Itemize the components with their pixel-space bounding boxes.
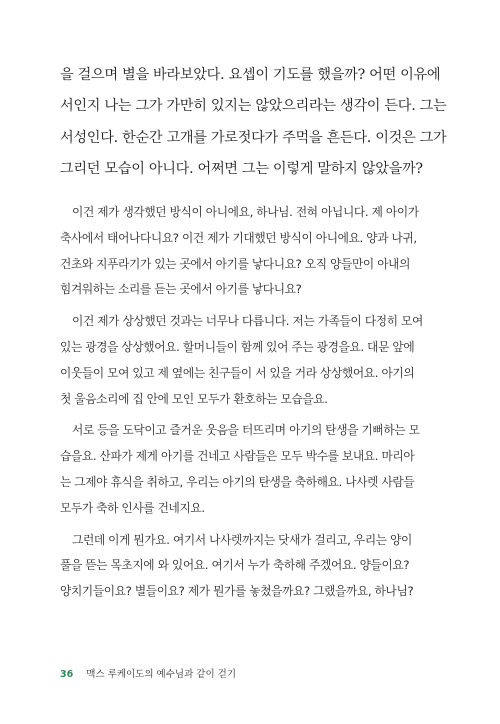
paragraph-line: 풀을 뜯는 목초지에 와 있어요. 여기서 누가 축하해 주겠어요. 양들이요? (60, 558, 410, 573)
paragraph-line: 축사에서 태어나다니요? 이건 제가 기대했던 방식이 아니에요. 양과 나귀, (60, 230, 417, 245)
page-number: 36 (60, 669, 74, 680)
quoted-prayer (60, 200, 440, 611)
paragraph-line: 는 그제야 휴식을 취하고, 우리는 아기의 탄생을 축하해요. 나사렛 사람들 (60, 474, 415, 489)
intro-passage (60, 60, 447, 185)
paragraph (60, 418, 440, 521)
paragraph-line: 양치기들이요? 별들이요? 제가 뭔가를 놓쳤을까요? 그랬을까요, 하나님? (60, 584, 414, 599)
paragraph-line: 힘겨워하는 소리를 듣는 곳에서 아기를 낳다니요? (60, 282, 302, 297)
paragraph-line: 첫 울음소리에 집 안에 모인 모두가 환호하는 모습을요. (60, 391, 328, 406)
page-footer (60, 666, 236, 680)
intro-line: 서성인다. 한순간 고개를 가로젓다가 주먹을 흔든다. 이것은 그가 (60, 129, 447, 146)
paragraph-line: 서로 등을 도닥이고 즐거운 웃음을 터뜨리며 아기의 탄생을 기뻐하는 모 (72, 423, 420, 438)
paragraph-line: 이웃들이 모여 있고 제 옆에는 친구들이 서 있을 거라 상상했어요. 아기의 (60, 365, 415, 380)
paragraph (60, 200, 440, 303)
paragraph-line: 이건 제가 상상했던 것과는 너무나 다릅니다. 저는 가족들이 다정히 모여 (72, 314, 423, 329)
running-title: 맥스 루케이도의 예수님과 같이 걷기 (86, 669, 237, 680)
intro-line: 을 걸으며 별을 바라보았다. 요셉이 기도를 했을까? 어떤 이유에 (60, 67, 441, 83)
paragraph-line: 있는 광경을 상상했어요. 할머니들이 함께 있어 주는 광경을요. 대문 앞에 (60, 339, 415, 354)
intro-line: 서인지 나는 그가 가만히 있지는 않았으리라는 생각이 든다. 그는 (60, 98, 447, 115)
paragraph-line: 이건 제가 생각했던 방식이 아니에요, 하나님. 전혀 아닙니다. 제 아이가 (72, 205, 419, 219)
paragraph (60, 528, 440, 605)
intro-line: 그리던 모습이 아니다. 어쩌면 그는 이렇게 말하지 않았을까? (60, 160, 423, 177)
paragraph-line: 습을요. 산파가 제게 아기를 건네고 사람들은 모두 박수를 보내요. 마리아 (60, 449, 415, 464)
paragraph (60, 309, 440, 412)
paragraph-line: 그런데 이게 뭔가요. 여기서 나사렛까지는 닷새가 걸리고, 우리는 양이 (72, 532, 412, 547)
paragraph-line: 모두가 축하 인사를 건네지요. (60, 500, 205, 515)
paragraph-line: 건초와 지푸라기가 있는 곳에서 아기를 낳다니요? 오직 양들만이 아내의 (60, 256, 411, 271)
